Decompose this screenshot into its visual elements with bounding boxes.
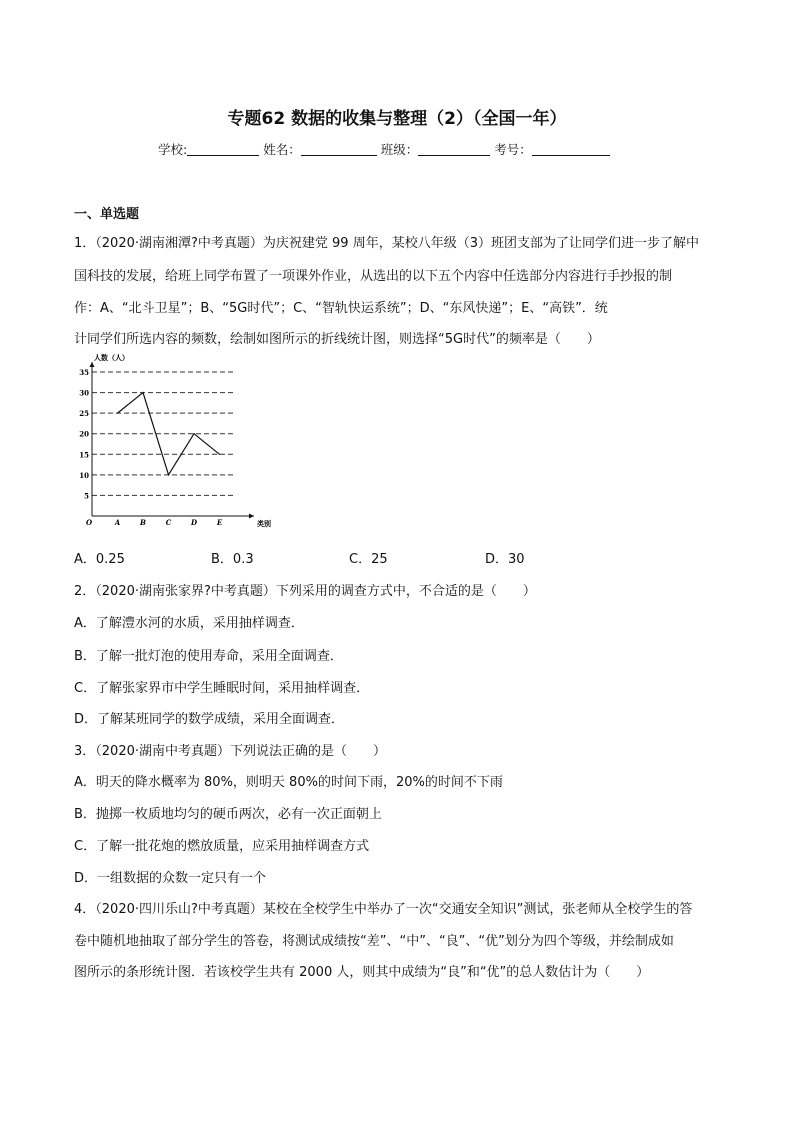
class-label: 班级：: [380, 142, 419, 157]
x-tick-label: E: [216, 518, 223, 527]
q1-line-2: 国科技的发展，给班上同学布置了一项课外作业，从选出的以下五个内容中任选部分内容进行手抄报的制: [74, 269, 673, 284]
q1-option-b: B．0.3: [211, 552, 254, 567]
name-label: 姓名：: [263, 142, 301, 157]
y-tick-label: 5: [84, 491, 89, 501]
x-tick-label: A: [114, 518, 121, 527]
data-point: [117, 413, 118, 414]
y-tick-label: 25: [79, 409, 89, 419]
data-point: [142, 392, 143, 393]
exam-no-label: 考号：: [494, 142, 532, 157]
x-axis-title: 类别: [257, 519, 271, 528]
q3-option-a: A．明天的降水概率为 80%，则明天 80%的时间下雨，20%的时间不下雨: [74, 775, 503, 790]
q4-line-2: 卷中随机地抽取了部分学生的答卷，将测试成绩按“差”、“中”、“良”、“优”划分为四个等级，并绘制成如: [74, 934, 674, 949]
q2-option-c: C．了解张家界市中学生睡眠时间，采用抽样调查．: [74, 681, 370, 696]
section-heading: 一、单选题: [74, 207, 140, 222]
y-tick-label: 35: [79, 368, 89, 377]
q2-option-b: B．了解一批灯泡的使用寿命，采用全面调查．: [74, 649, 343, 664]
y-tick-label: 30: [79, 388, 89, 398]
q2-option-d: D．了解某班同学的数学成绩，采用全面调查．: [74, 712, 345, 727]
y-axis-title: 人数（人）: [94, 353, 129, 362]
q3-option-b: B．抛掷一枚质地均匀的硬币两次，必有一次正面朝上: [74, 807, 382, 822]
x-tick-label: B: [140, 518, 146, 527]
y-axis-arrow: [90, 362, 95, 367]
q1-option-d: D．30: [485, 552, 525, 567]
q1-line-4: 计同学们所选内容的频数，绘制如图所示的折线统计图，则选择“5G时代”的频率是（ ）: [74, 332, 600, 347]
y-tick-label: 15: [79, 450, 89, 460]
x-axis-arrow: [249, 514, 254, 519]
data-point: [193, 433, 194, 434]
q3-option-d: D．一组数据的众数一定只有一个: [74, 871, 267, 886]
origin-label: O: [85, 518, 93, 527]
q2-option-a: A．了解澧水河的水质，采用抽样调查．: [74, 616, 304, 631]
x-tick-label: D: [190, 518, 198, 527]
q2-stem: 2．（2020·湖南张家界?中考真题）下列采用的调查方式中，不合适的是（ ）: [74, 584, 536, 599]
q4-line-1: 4．（2020·四川乐山?中考真题）某校在全校学生中举办了一次“交通安全知识”测试，张老师从全校学生的答: [74, 902, 693, 917]
y-tick-label: 20: [79, 429, 89, 439]
q3-option-c: C．了解一批花炮的燃放质量，应采用抽样调查方式: [74, 839, 370, 854]
data-point: [219, 454, 220, 455]
q3-stem: 3．（2020·湖南中考真题）下列说法正确的是（ ）: [74, 744, 386, 759]
exam-no-blank: [532, 143, 610, 156]
page-title: 专题62 数据的收集与整理（2）（全国一年）: [227, 109, 567, 129]
name-blank: [301, 143, 377, 156]
school-blank: [187, 143, 259, 156]
student-info-row: [158, 140, 610, 158]
line-chart: [76, 352, 286, 532]
x-tick-label: C: [165, 518, 172, 527]
class-blank: [418, 143, 490, 156]
data-point: [168, 474, 169, 475]
school-label: 学校:: [158, 142, 188, 157]
q4-line-3: 图所示的条形统计图．若该校学生共有 2000 人，则其中成绩为“良”和“优”的总人数估计为（ ）: [74, 965, 650, 980]
q1-line-3: 作：A、“北斗卫星”；B、“5G时代”；C、“智轨快运系统”；D、“东风快递”；E、“高铁”．统: [74, 301, 608, 316]
q1-option-c: C．25: [349, 552, 388, 567]
y-tick-label: 10: [79, 470, 89, 480]
q1-line-1: 1．（2020·湖南湘潭?中考真题）为庆祝建党 99 周年，某校八年级（3）班团支部为了让同学们进一步了解中: [74, 236, 699, 251]
q1-option-a: A．0.25: [74, 552, 125, 567]
